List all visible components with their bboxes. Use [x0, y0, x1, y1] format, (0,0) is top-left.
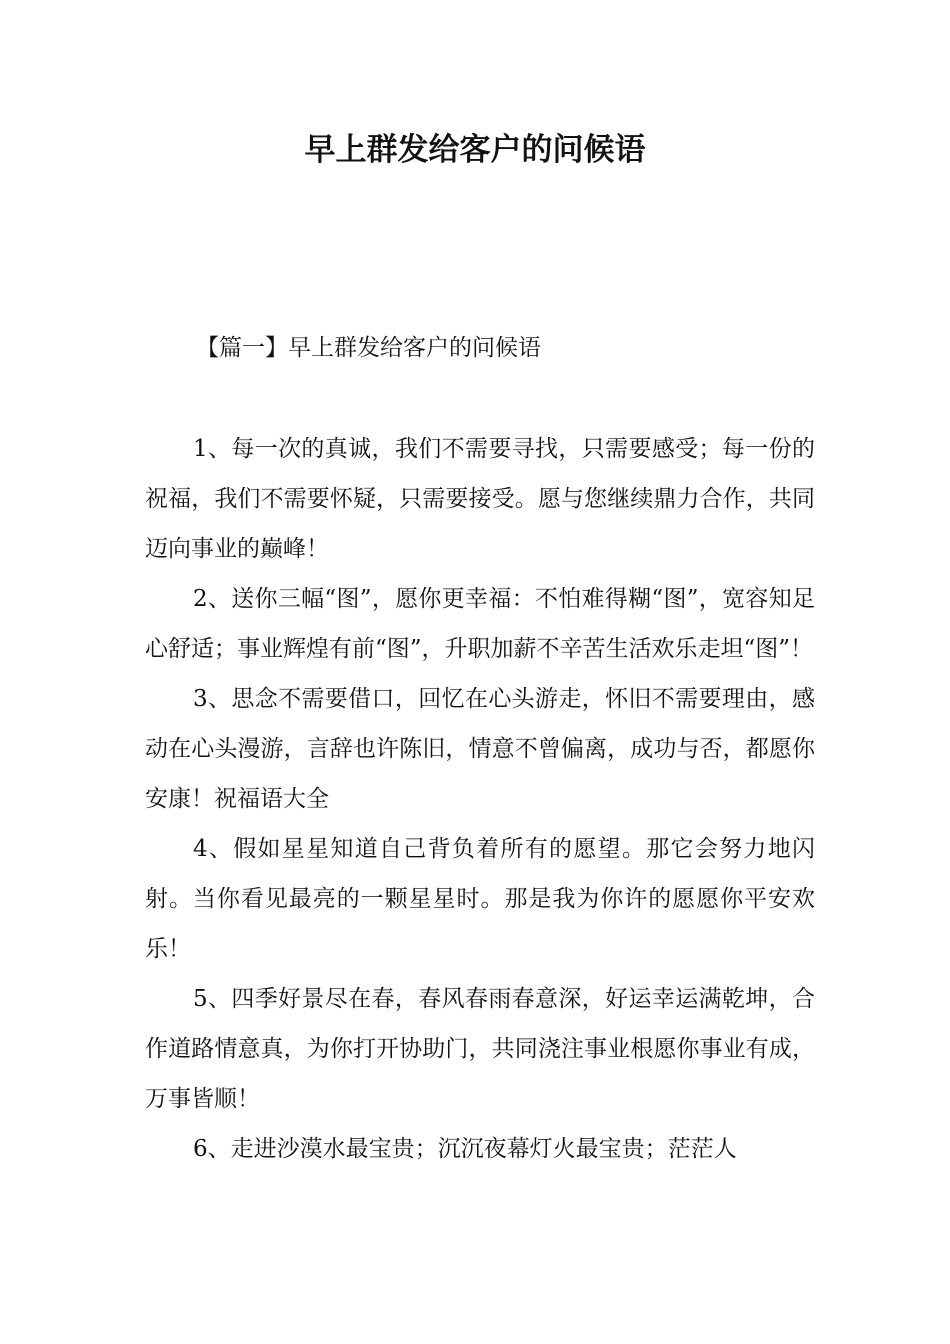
paragraph-4: 4、假如星星知道自己背负着所有的愿望。那它会努力地闪射。当你看见最亮的一颗星星时。那是我为你许的愿愿你平安欢乐！ — [145, 836, 815, 962]
section-heading: 【篇一】早上群发给客户的问候语 — [196, 335, 541, 361]
document-body — [145, 424, 815, 1174]
paragraph-3: 3、思念不需要借口，回忆在心头游走，怀旧不需要理由，感动在心头漫游，言辞也许陈旧，情意不曾偏离，成功与否，都愿你安康！祝福语大全 — [145, 686, 815, 812]
paragraph-1: 1、每一次的真诚，我们不需要寻找，只需要感受；每一份的祝福，我们不需要怀疑，只需要接受。愿与您继续鼎力合作，共同迈向事业的巅峰！ — [145, 436, 815, 562]
paragraph-6: 6、走进沙漠水最宝贵；沉沉夜幕灯火最宝贵；茫茫人 — [193, 1136, 737, 1162]
paragraph-5: 5、四季好景尽在春，春风春雨春意深，好运幸运满乾坤，合作道路情意真，为你打开协助门，共同浇注事业根愿你事业有成，万事皆顺！ — [145, 986, 815, 1112]
document-title: 早上群发给客户的问候语 — [304, 132, 646, 168]
paragraph-2: 2、送你三幅“图”，愿你更幸福：不怕难得糊“图”，宽容知足心舒适；事业辉煌有前“图”，升职加薪不辛苦生活欢乐走坦“图”！ — [145, 586, 815, 662]
